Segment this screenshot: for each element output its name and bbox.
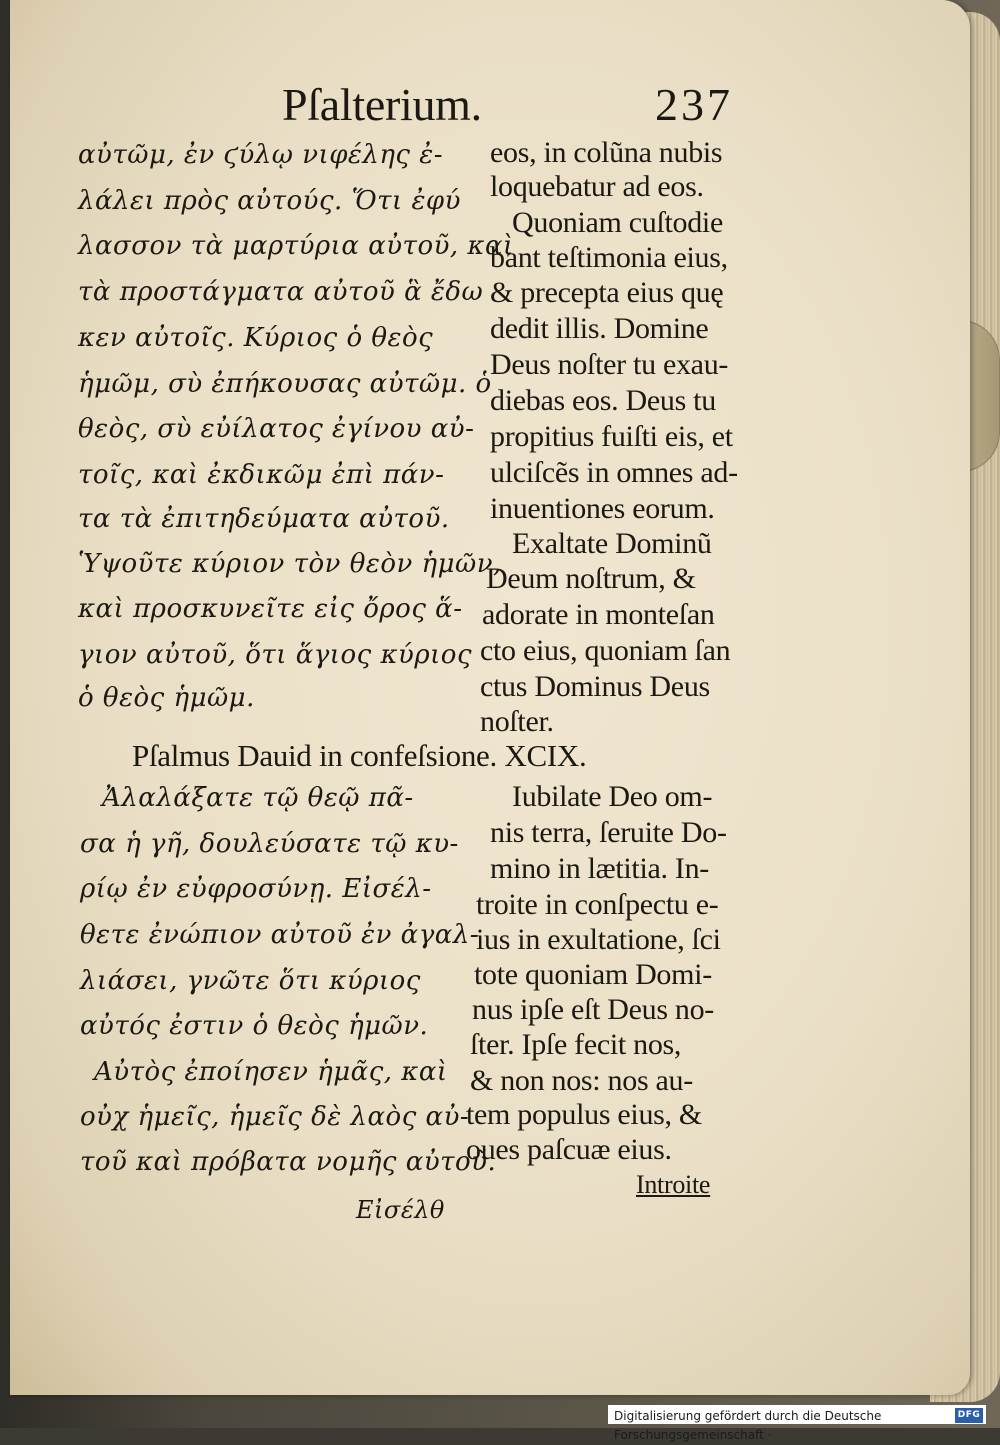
latin-line: noſter. (480, 705, 554, 738)
greek-line: λασσον τὰ μαρτύρια αὐτοῦ, καὶ (78, 231, 514, 261)
greek-line: ἡμῶμ, σὺ ἐπήκουσας αὐτῶμ. ὁ (78, 369, 492, 399)
catchword-greek: Εἰσέλθ (356, 1196, 445, 1224)
greek-line: ρίῳ ἐν εὐφροσύνῃ. Εἰσέλ- (80, 874, 432, 904)
greek-line: αὐτῶμ, ἐν ϛύλῳ νιφέλης ἐ- (78, 140, 443, 170)
greek-line: οὐχ ἡμεῖς, ἡμεῖς δὲ λαὸς αὐ- (80, 1102, 470, 1132)
greek-line: τα τὰ ἐπιτηδεύματα αὐτοῦ. (78, 504, 450, 534)
latin-line: nis terra, ſeruite Do- (490, 816, 727, 849)
dfg-logo: DFG (955, 1408, 983, 1423)
greek-line: Ὑψοῦτε κύριον τὸν θεὸν ἡμῶν, (78, 549, 502, 579)
greek-line: Αὐτὸς ἐποίησεν ἡμᾶς, καὶ (94, 1057, 448, 1087)
greek-line: θετε ἐνώπιον αὐτοῦ ἐν ἀγαλ- (80, 920, 480, 950)
latin-line: ulciſcẽs in omnes ad- (490, 456, 738, 489)
latin-line: cto eius, quoniam ſan (480, 634, 731, 667)
latin-line: adorate in monteſan (482, 598, 715, 631)
greek-line: ὁ θεὸς ἡμῶμ. (78, 683, 255, 713)
latin-line: mino in lætitia. In- (490, 852, 709, 885)
latin-line: Exaltate Dominũ (512, 527, 712, 560)
latin-line: & precepta eius quę (490, 276, 724, 309)
greek-line: καὶ προσκυνεῖτε εἰς ὄρος ἅ- (78, 594, 463, 624)
greek-line: Ἀλαλάξατε τῷ θεῷ πᾶ- (102, 783, 414, 813)
latin-line: Iubilate Deo om- (512, 780, 713, 813)
latin-line: ctus Dominus Deus (480, 670, 710, 703)
greek-line: τοῦ καὶ πρόβατα νομῆς αὐτοῦ. (80, 1147, 497, 1177)
greek-line: λάλει πρὸς αὐτούς. Ὅτι ἐφύ (78, 186, 461, 216)
latin-line: dedit illis. Domine (490, 312, 709, 345)
latin-line: inuentiones eorum. (490, 492, 715, 525)
greek-line: σα ἡ γῆ, δουλεύσατε τῷ κυ- (80, 829, 459, 859)
greek-line: τὰ προστάγματα αὐτοῦ ἃ ἔδω (78, 277, 484, 307)
latin-line: loquebatur ad eos. (490, 170, 704, 203)
latin-line: & non nos: nos au- (470, 1064, 693, 1097)
latin-line: oues paſcuæ eius. (466, 1133, 672, 1166)
greek-line: κεν αὐτοῖς. Κύριος ὁ θεὸς (78, 323, 434, 353)
greek-line: τοῖς, καὶ ἐκδικῶμ ἐπὶ πάν- (78, 460, 445, 490)
latin-line: Quoniam cuſtodie (512, 206, 723, 239)
latin-line: tote quoniam Domi- (474, 958, 712, 991)
page-number: 237 (655, 79, 733, 130)
latin-line: ius in exultatione, ſci (476, 923, 721, 956)
latin-line: propitius fuiſti eis, et (490, 420, 733, 453)
catchword-latin: Introite (636, 1170, 711, 1199)
latin-line: Deum noſtrum, & (486, 562, 696, 595)
latin-line: diebas eos. Deus tu (490, 384, 716, 417)
latin-line: tem populus eius, & (466, 1098, 702, 1131)
greek-line: θεὸς, σὺ εὐίλατος ἐγίνου αὐ- (78, 414, 475, 444)
digitization-credit (608, 1405, 986, 1442)
psalm-heading: Pſalmus Dauid in confeſsione. XCIX. (132, 738, 587, 773)
greek-line: λιάσει, γνῶτε ὅτι κύριος (80, 966, 421, 996)
greek-line: γιον αὐτοῦ, ὅτι ἅγιος κύριος (78, 640, 473, 670)
running-title: Pſalterium. (282, 79, 482, 130)
latin-line: eos, in colũna nubis (490, 136, 723, 169)
latin-line: troite in conſpectu e- (476, 888, 719, 921)
latin-line: bant teſtimonia eius, (490, 241, 728, 274)
latin-line: Deus noſter tu exau- (490, 348, 729, 381)
greek-line: αὐτός ἐστιν ὁ θεὸς ἡμῶν. (80, 1011, 429, 1041)
credit-text: Digitalisierung gefördert durch die Deutsche Forschungsgemeinschaft · (614, 1409, 882, 1442)
latin-line: nus ipſe eſt Deus no- (472, 993, 714, 1026)
latin-line: ſter. Ipſe fecit nos, (470, 1028, 682, 1061)
